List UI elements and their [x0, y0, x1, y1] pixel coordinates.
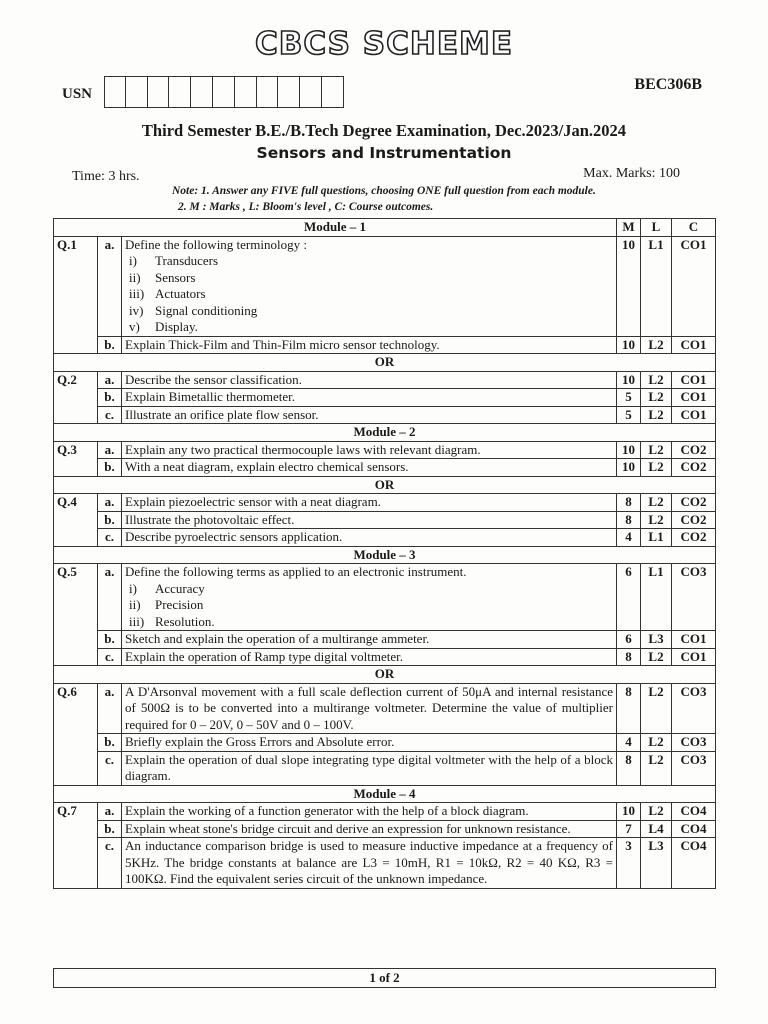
module-heading: Module – 1: [54, 219, 617, 237]
outcome-cell: CO4: [672, 803, 716, 821]
level-cell: L1: [641, 564, 672, 631]
sub-label: c.: [98, 751, 122, 785]
marks-cell: 7: [617, 820, 641, 838]
sub-label: a.: [98, 494, 122, 512]
usn-label: USN: [62, 86, 93, 102]
marks-cell: 10: [617, 236, 641, 336]
sub-label: b.: [98, 336, 122, 354]
outcome-cell: CO2: [672, 441, 716, 459]
sub-label: a.: [98, 683, 122, 734]
question-text: Explain Thick-Film and Thin-Film micro sensor technology.: [122, 336, 617, 354]
level-cell: L2: [641, 511, 672, 529]
level-cell: L1: [641, 529, 672, 547]
col-outcome-header: C: [672, 219, 716, 237]
marks-cell: 10: [617, 803, 641, 821]
list-item: i) Accuracy: [129, 580, 205, 596]
question-stem: Define the following terminology :: [125, 236, 307, 252]
outcome-cell: CO1: [672, 336, 716, 354]
question-row: [54, 236, 716, 336]
or-separator: OR: [54, 476, 716, 494]
question-row: [54, 820, 716, 838]
scheme-stamp: CBCS SCHEME: [254, 26, 514, 62]
max-marks: Max. Marks: 100: [583, 166, 680, 181]
question-row: [54, 648, 716, 666]
marks-cell: 5: [617, 406, 641, 424]
exam-title: Third Semester B.E./B.Tech Degree Examination, Dec.2023/Jan.2024: [141, 121, 627, 140]
outcome-cell: CO2: [672, 511, 716, 529]
module-heading: Module – 2: [54, 424, 716, 442]
question-number: Q.3: [54, 441, 98, 476]
sub-label: b.: [98, 631, 122, 649]
question-number: Q.5: [54, 564, 98, 666]
level-cell: L3: [641, 631, 672, 649]
question-text: Explain the operation of dual slope integrating type digital voltmeter with the help of a block diagram.: [122, 751, 617, 785]
module-heading: Module – 3: [54, 546, 716, 564]
question-row: [54, 371, 716, 389]
question-row: [54, 683, 716, 734]
usn-digit-box: [191, 76, 213, 108]
outcome-cell: CO3: [672, 751, 716, 785]
level-cell: L2: [641, 441, 672, 459]
question-text: Explain the operation of Ramp type digital voltmeter.: [122, 648, 617, 666]
level-cell: L2: [641, 683, 672, 734]
sub-label: b.: [98, 820, 122, 838]
question-row: [54, 838, 716, 889]
page-number: 1 of 2: [53, 968, 716, 988]
questions-table: [53, 218, 716, 889]
question-text: Illustrate an orifice plate flow sensor.: [122, 406, 617, 424]
module-heading: Module – 4: [54, 785, 716, 803]
question-row: [54, 631, 716, 649]
question-number: Q.7: [54, 803, 98, 889]
usn-digit-box: [257, 76, 279, 108]
question-row: [54, 734, 716, 752]
question-row: [54, 564, 716, 631]
list-item: iv) Signal conditioning: [129, 302, 258, 318]
question-text: Illustrate the photovoltaic effect.: [122, 511, 617, 529]
sub-label: b.: [98, 511, 122, 529]
question-row: [54, 494, 716, 512]
question-row: [54, 441, 716, 459]
or-separator: OR: [54, 666, 716, 684]
usn-digit-box: [213, 76, 235, 108]
question-number: Q.1: [54, 236, 98, 354]
outcome-cell: CO4: [672, 838, 716, 889]
marks-cell: 5: [617, 389, 641, 407]
outcome-cell: CO2: [672, 494, 716, 512]
question-text: Describe the sensor classification.: [122, 371, 617, 389]
question-text: Describe pyroelectric sensors application.: [122, 529, 617, 547]
level-cell: L4: [641, 820, 672, 838]
question-number: Q.4: [54, 494, 98, 547]
outcome-cell: CO3: [672, 734, 716, 752]
subject-title: Sensors and Instrumentation: [256, 144, 512, 162]
usn-digit-box: [300, 76, 322, 108]
question-row: [54, 459, 716, 477]
question-text: Explain Bimetallic thermometer.: [122, 389, 617, 407]
sub-label: a.: [98, 236, 122, 336]
level-cell: L2: [641, 803, 672, 821]
outcome-cell: CO3: [672, 564, 716, 631]
question-row: [54, 751, 716, 785]
level-cell: L2: [641, 734, 672, 752]
level-cell: L2: [641, 336, 672, 354]
outcome-cell: CO1: [672, 648, 716, 666]
marks-cell: 8: [617, 494, 641, 512]
sub-label: b.: [98, 734, 122, 752]
marks-cell: 8: [617, 751, 641, 785]
question-row: [54, 529, 716, 547]
sub-label: a.: [98, 803, 122, 821]
usn-digit-box: [104, 76, 126, 108]
level-cell: L2: [641, 648, 672, 666]
outcome-cell: CO1: [672, 236, 716, 336]
sub-label: c.: [98, 529, 122, 547]
level-cell: L2: [641, 406, 672, 424]
usn-digit-box: [148, 76, 170, 108]
question-text: Explain any two practical thermocouple laws with relevant diagram.: [122, 441, 617, 459]
or-separator: OR: [54, 354, 716, 372]
question-text: Explain the working of a function generator with the help of a block diagram.: [122, 803, 617, 821]
level-cell: L1: [641, 236, 672, 336]
usn-digit-box: [169, 76, 191, 108]
usn-boxes: [104, 76, 344, 108]
question-number: Q.6: [54, 683, 98, 785]
marks-cell: 8: [617, 511, 641, 529]
question-row: [54, 511, 716, 529]
list-item: iii) Actuators: [129, 286, 206, 301]
level-cell: L2: [641, 459, 672, 477]
list-item: ii) Precision: [129, 597, 204, 612]
outcome-cell: CO1: [672, 631, 716, 649]
sub-label: a.: [98, 371, 122, 389]
question-text: [122, 564, 617, 631]
marks-cell: 10: [617, 371, 641, 389]
sub-label: c.: [98, 406, 122, 424]
question-text: [122, 236, 617, 336]
sub-label: b.: [98, 459, 122, 477]
question-stem: Define the following terms as applied to an electronic instrument.: [125, 564, 467, 579]
outcome-cell: CO1: [672, 406, 716, 424]
question-row: [54, 406, 716, 424]
marks-cell: 4: [617, 734, 641, 752]
sub-label: c.: [98, 648, 122, 666]
sub-label: c.: [98, 838, 122, 889]
outcome-cell: CO1: [672, 371, 716, 389]
question-text: Explain wheat stone's bridge circuit and derive an expression for unknown resistance.: [122, 820, 617, 838]
question-text: Explain piezoelectric sensor with a neat diagram.: [122, 494, 617, 512]
marks-cell: 10: [617, 441, 641, 459]
marks-cell: 4: [617, 529, 641, 547]
level-cell: L2: [641, 389, 672, 407]
sub-label: a.: [98, 564, 122, 631]
outcome-cell: CO2: [672, 459, 716, 477]
list-item: i) Transducers: [129, 253, 219, 268]
question-row: [54, 803, 716, 821]
note-line-2: 2. M : Marks , L: Bloom's level , C: Course outcomes.: [178, 201, 434, 213]
marks-cell: 10: [617, 459, 641, 477]
list-item: v) Display.: [129, 319, 198, 334]
col-level-header: L: [641, 219, 672, 237]
level-cell: L2: [641, 371, 672, 389]
sub-label: a.: [98, 441, 122, 459]
time-duration: Time: 3 hrs.: [72, 169, 140, 184]
question-text: Sketch and explain the operation of a multirange ammeter.: [122, 631, 617, 649]
question-text: Briefly explain the Gross Errors and Absolute error.: [122, 734, 617, 752]
question-row: [54, 336, 716, 354]
outcome-cell: CO1: [672, 389, 716, 407]
question-text: A D'Arsonval movement with a full scale deflection current of 50μA and internal resistance of 500Ω is to be converted into a multirange voltmeter. Determine the value of multiplier required for 0 – 20V, 0 – 50V and 0 – 100V.: [122, 683, 617, 734]
usn-digit-box: [278, 76, 300, 108]
question-row: [54, 389, 716, 407]
level-cell: L2: [641, 751, 672, 785]
sub-label: b.: [98, 389, 122, 407]
col-marks-header: M: [617, 219, 641, 237]
question-text: With a neat diagram, explain electro chemical sensors.: [122, 459, 617, 477]
marks-cell: 10: [617, 336, 641, 354]
marks-cell: 8: [617, 648, 641, 666]
usn-digit-box: [126, 76, 148, 108]
usn-digit-box: [322, 76, 344, 108]
marks-cell: 3: [617, 838, 641, 889]
list-item: ii) Sensors: [129, 269, 196, 285]
outcome-cell: CO3: [672, 683, 716, 734]
course-code: BEC306B: [634, 76, 702, 93]
outcome-cell: CO4: [672, 820, 716, 838]
level-cell: L3: [641, 838, 672, 889]
outcome-cell: CO2: [672, 529, 716, 547]
usn-digit-box: [235, 76, 257, 108]
marks-cell: 6: [617, 631, 641, 649]
level-cell: L2: [641, 494, 672, 512]
marks-cell: 8: [617, 683, 641, 734]
module-header-row: [54, 219, 716, 237]
note-line-1: Note: 1. Answer any FIVE full questions, choosing ONE full question from each module.: [172, 185, 596, 197]
marks-cell: 6: [617, 564, 641, 631]
list-item: iii) Resolution.: [129, 613, 215, 629]
question-text: An inductance comparison bridge is used to measure inductive impedance at a frequency of 5KHz. The bridge constants at balance are L3 = 10mH, R1 = 10kΩ, R2 = 40 KΩ, R3 = 100KΩ. Find the equivalent series circuit of the unknown impedance.: [122, 838, 617, 889]
question-number: Q.2: [54, 371, 98, 424]
